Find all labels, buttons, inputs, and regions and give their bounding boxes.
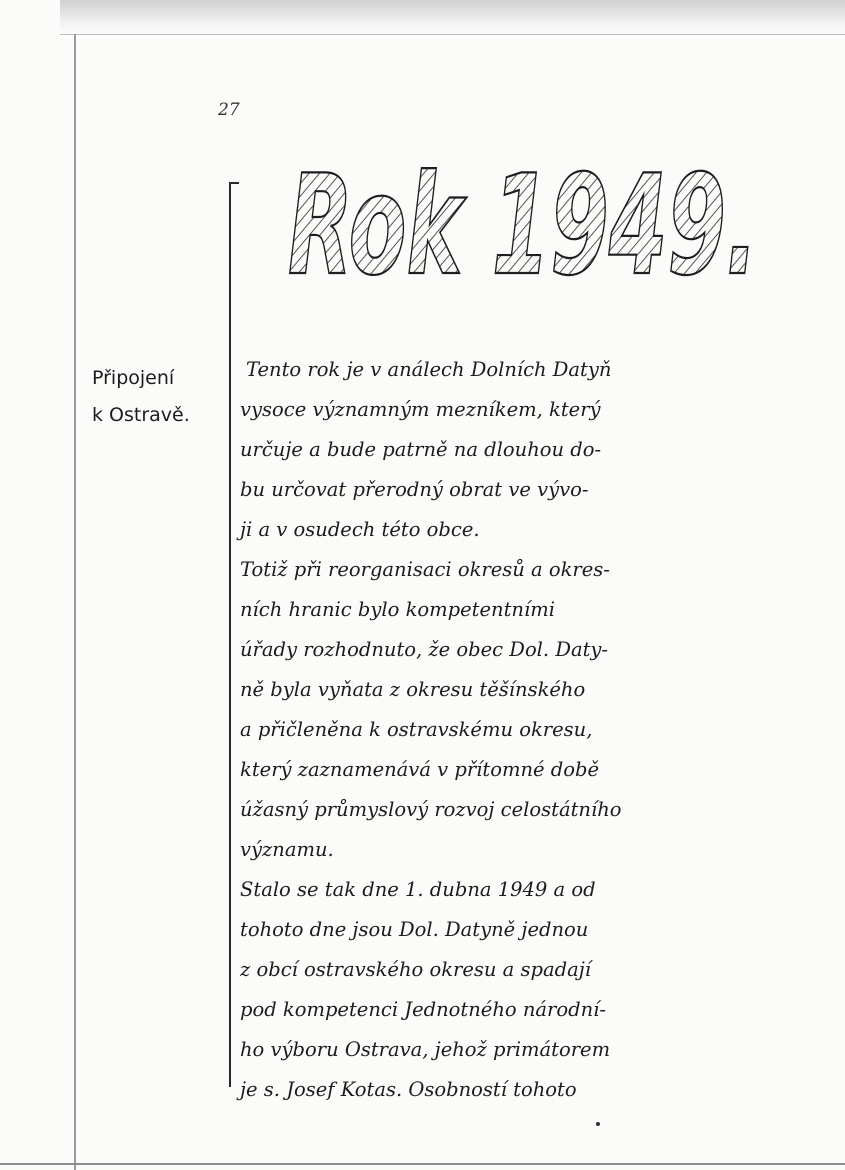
margin-rule — [229, 182, 231, 1087]
page-number: 27 — [218, 100, 240, 120]
text-line: ji a v osudech této obce. — [240, 518, 480, 541]
body-text — [240, 350, 800, 1110]
margin-rule-tick — [229, 182, 239, 184]
text-line: úžasný průmyslový rozvoj celostátního — [240, 798, 622, 821]
page-title — [280, 145, 780, 305]
scan-speck — [596, 1122, 600, 1126]
text-line: je s. Josef Kotas. Osobností tohoto — [240, 1078, 577, 1101]
text-line: pod kompetenci Jednotného národní- — [240, 998, 606, 1021]
margin-note-line: Připojení — [92, 367, 175, 389]
text-line: Tento rok je v análech Dolních Datyň — [246, 358, 612, 381]
margin-note — [92, 360, 224, 434]
text-line: úřady rozhodnuto, že obec Dol. Daty- — [240, 638, 609, 661]
text-line: ních hranic bylo kompetentními — [240, 598, 555, 621]
margin-note-line: k Ostravě. — [92, 404, 190, 426]
scan-bottom-edge — [0, 1163, 845, 1165]
text-line: Totiž při reorganisaci okresů a okres- — [240, 558, 610, 581]
text-line: který zaznamenává v přítomné době — [240, 758, 600, 781]
text-line: ně byla vyňata z okresu těšínského — [240, 678, 586, 701]
text-line: a přičleněna k ostravskému okresu, — [240, 718, 593, 741]
text-line: významu. — [240, 838, 334, 861]
text-line: z obcí ostravského okresu a spadají — [240, 958, 591, 981]
scan-top-edge — [60, 0, 845, 35]
text-line: určuje a bude patrně na dlouhou do- — [240, 438, 602, 461]
text-line: bu určovat přerodný obrat ve vývo- — [240, 478, 589, 501]
text-line: vysoce významným mezníkem, který — [240, 398, 601, 421]
text-line: tohoto dne jsou Dol. Datyně jednou — [240, 918, 589, 941]
text-line: ho výboru Ostrava, jehož primátorem — [240, 1038, 611, 1061]
scan-left-edge — [74, 34, 76, 1170]
page-title-text: Rok 1949. — [288, 145, 758, 305]
text-line: Stalo se tak dne 1. dubna 1949 a od — [240, 878, 596, 901]
